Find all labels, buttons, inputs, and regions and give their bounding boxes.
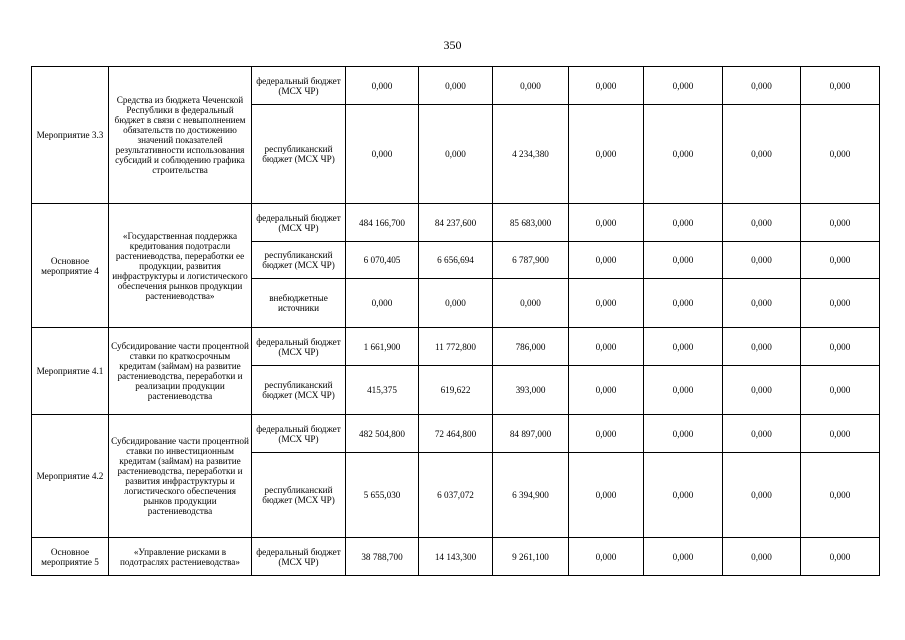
funding-source: федеральный бюджет (МСХ ЧР) [252,67,346,105]
amount-cell: 0,000 [801,328,880,366]
amount-cell: 11 772,800 [419,328,493,366]
amount-cell: 619,622 [419,366,493,415]
funding-source: федеральный бюджет (МСХ ЧР) [252,538,346,576]
amount-cell: 0,000 [419,67,493,105]
amount-cell: 0,000 [644,105,723,204]
amount-cell: 72 464,800 [419,415,493,453]
amount-cell: 84 237,600 [419,204,493,242]
amount-cell: 84 897,000 [493,415,569,453]
amount-cell: 0,000 [644,279,723,328]
budget-table [31,66,880,576]
amount-cell: 0,000 [801,453,880,538]
amount-cell: 4 234,380 [493,105,569,204]
amount-cell: 0,000 [801,279,880,328]
amount-cell: 0,000 [569,538,644,576]
activity-description: «Государственная поддержка кредитования подотрасли растениеводства, переработки ее продукции, развития инфраструктуры и логистического обеспечения рынков продукции растениеводства» [109,204,252,328]
funding-source: республиканский бюджет (МСХ ЧР) [252,242,346,279]
activity-description: «Управление рисками в подотраслях растениеводства» [109,538,252,576]
amount-cell: 6 787,900 [493,242,569,279]
funding-source: федеральный бюджет (МСХ ЧР) [252,328,346,366]
amount-cell: 0,000 [723,328,801,366]
amount-cell: 85 683,000 [493,204,569,242]
amount-cell: 484 166,700 [346,204,419,242]
table-row [32,328,880,366]
amount-cell: 0,000 [569,242,644,279]
amount-cell: 0,000 [723,366,801,415]
table-row [32,204,880,242]
funding-source: республиканский бюджет (МСХ ЧР) [252,453,346,538]
funding-source: федеральный бюджет (МСХ ЧР) [252,415,346,453]
amount-cell: 415,375 [346,366,419,415]
amount-cell: 0,000 [801,242,880,279]
amount-cell: 0,000 [723,204,801,242]
amount-cell: 0,000 [723,415,801,453]
amount-cell: 0,000 [569,415,644,453]
amount-cell: 0,000 [569,67,644,105]
page-number: 350 [443,38,462,52]
funding-source: федеральный бюджет (МСХ ЧР) [252,204,346,242]
amount-cell: 0,000 [801,415,880,453]
amount-cell: 0,000 [723,67,801,105]
amount-cell: 0,000 [493,67,569,105]
activity-name: Основное мероприятие 4 [32,204,109,328]
activity-name: Мероприятие 3.3 [32,67,109,204]
activity-name: Мероприятие 4.1 [32,328,109,415]
amount-cell: 14 143,300 [419,538,493,576]
amount-cell: 0,000 [644,538,723,576]
activity-name: Мероприятие 4.2 [32,415,109,538]
amount-cell: 0,000 [419,279,493,328]
amount-cell: 0,000 [419,105,493,204]
amount-cell: 0,000 [493,279,569,328]
amount-cell: 0,000 [569,328,644,366]
activity-description: Субсидирование части процентной ставки по инвестиционным кредитам (займам) на развитие растениеводства, переработки и развития инфраструктуры и логистического обеспечения рынков продукции растениеводства [109,415,252,538]
activity-name: Основное мероприятие 5 [32,538,109,576]
amount-cell: 0,000 [569,105,644,204]
activity-description: Субсидирование части процентной ставки по краткосрочным кредитам (займам) на развитие растениеводства, переработки и реализации продукции растениеводства [109,328,252,415]
amount-cell: 0,000 [723,453,801,538]
amount-cell: 0,000 [644,453,723,538]
amount-cell: 0,000 [644,204,723,242]
amount-cell: 0,000 [569,453,644,538]
amount-cell: 6 656,694 [419,242,493,279]
activity-description: Средства из бюджета Чеченской Республики в федеральный бюджет в связи с невыполнением обязательств по достижению значений показателей результативности использования субсидий и соблюдению графика строительства [109,67,252,204]
amount-cell: 0,000 [801,366,880,415]
amount-cell: 786,000 [493,328,569,366]
amount-cell: 6 394,900 [493,453,569,538]
amount-cell: 0,000 [644,242,723,279]
amount-cell: 0,000 [644,328,723,366]
amount-cell: 0,000 [801,67,880,105]
table-row [32,67,880,105]
amount-cell: 5 655,030 [346,453,419,538]
amount-cell: 393,000 [493,366,569,415]
amount-cell: 0,000 [723,105,801,204]
amount-cell: 0,000 [644,366,723,415]
funding-source: республиканский бюджет (МСХ ЧР) [252,105,346,204]
amount-cell: 0,000 [346,105,419,204]
funding-source: внебюджетные источники [252,279,346,328]
amount-cell: 6 070,405 [346,242,419,279]
amount-cell: 0,000 [346,279,419,328]
amount-cell: 0,000 [723,538,801,576]
amount-cell: 0,000 [644,67,723,105]
amount-cell: 38 788,700 [346,538,419,576]
amount-cell: 0,000 [346,67,419,105]
amount-cell: 0,000 [569,204,644,242]
amount-cell: 0,000 [723,279,801,328]
amount-cell: 0,000 [801,105,880,204]
table-row [32,538,880,576]
amount-cell: 0,000 [801,538,880,576]
amount-cell: 0,000 [569,366,644,415]
amount-cell: 0,000 [569,279,644,328]
amount-cell: 0,000 [723,242,801,279]
amount-cell: 6 037,072 [419,453,493,538]
amount-cell: 0,000 [644,415,723,453]
table-body [32,67,880,576]
amount-cell: 0,000 [801,204,880,242]
amount-cell: 1 661,900 [346,328,419,366]
amount-cell: 9 261,100 [493,538,569,576]
funding-source: республиканский бюджет (МСХ ЧР) [252,366,346,415]
amount-cell: 482 504,800 [346,415,419,453]
table-row [32,415,880,453]
